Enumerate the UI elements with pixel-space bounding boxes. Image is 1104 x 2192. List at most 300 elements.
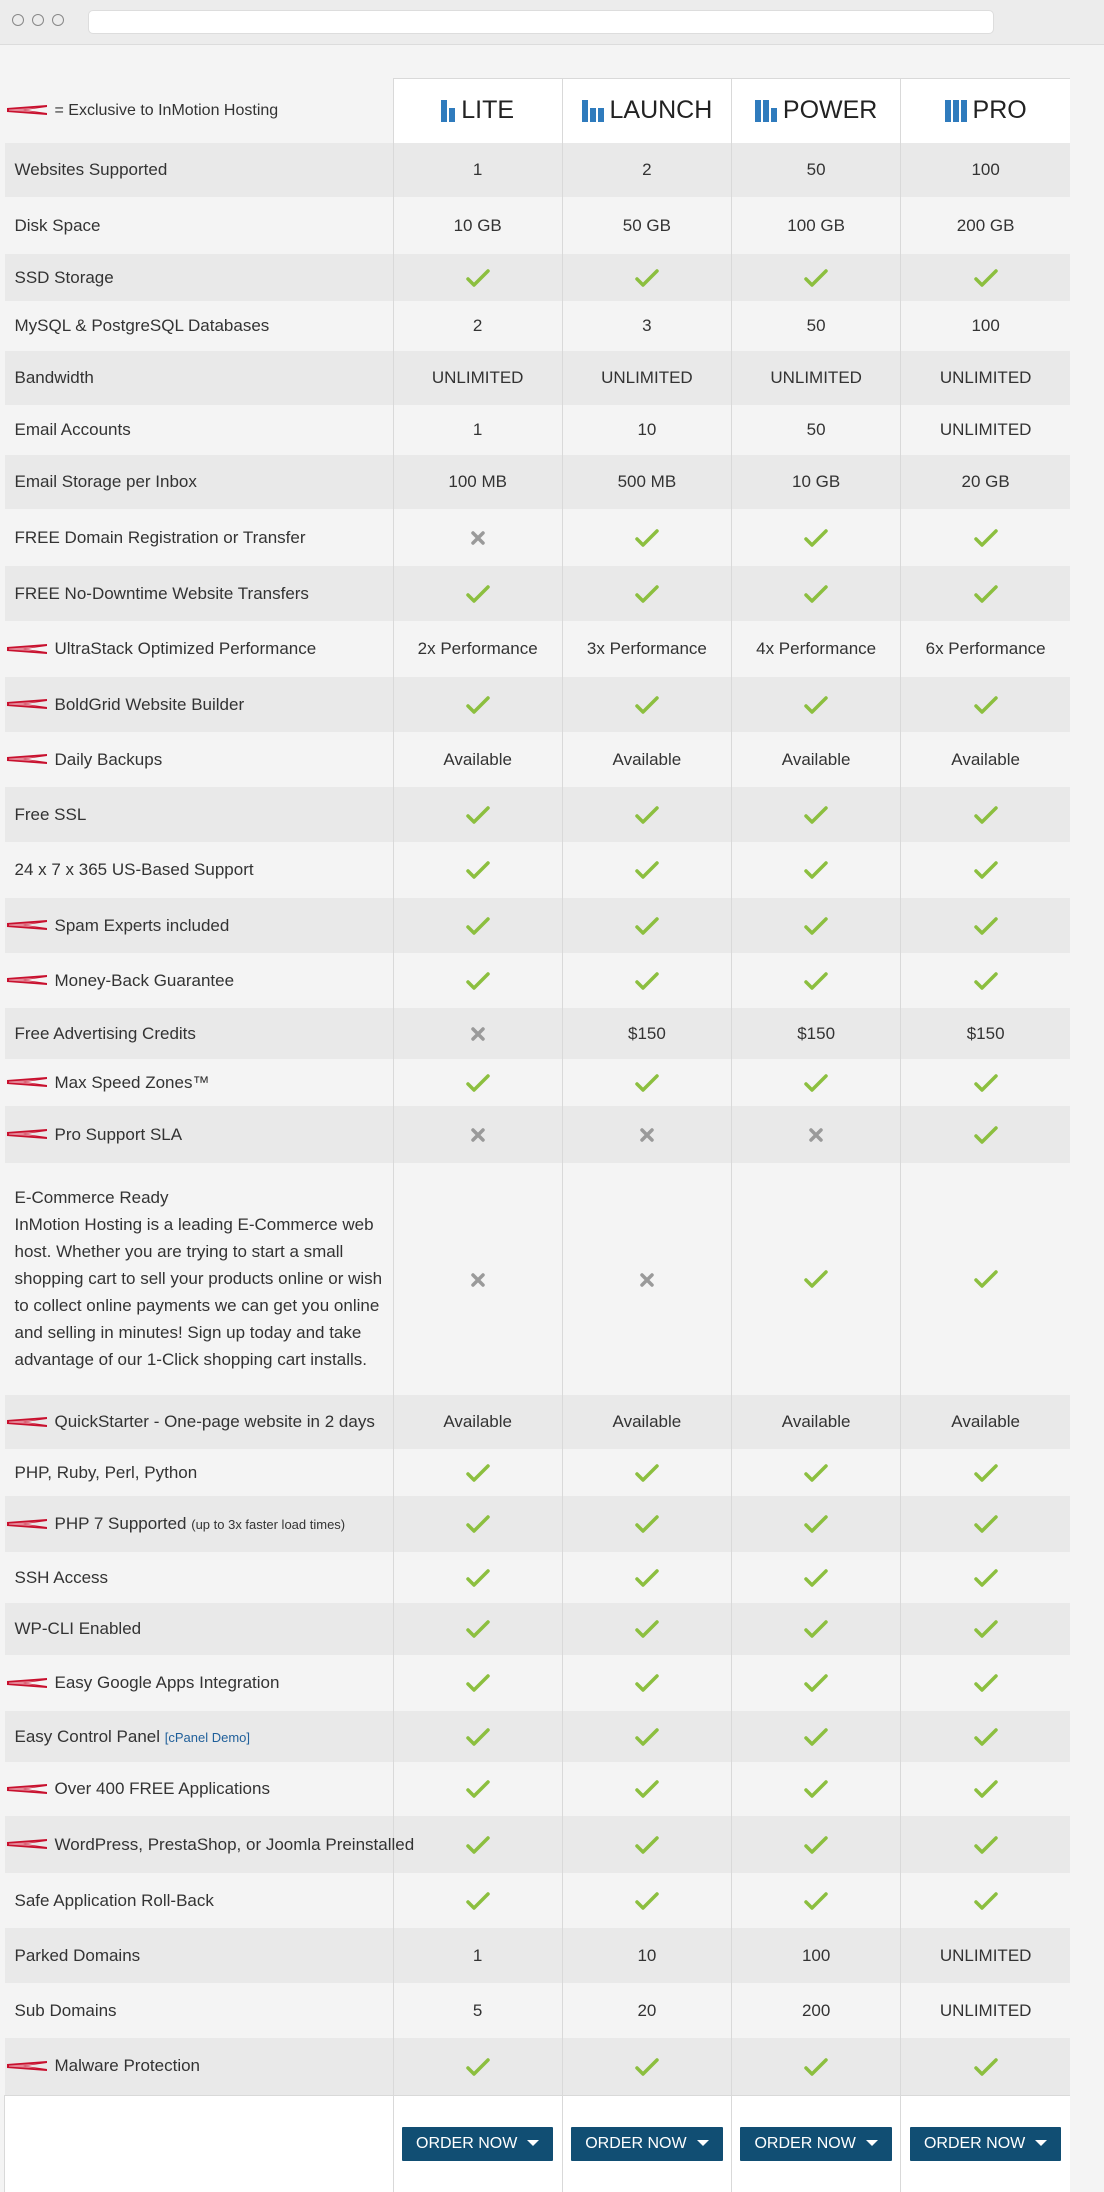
caret-down-icon xyxy=(1035,2140,1047,2146)
feature-value-launch xyxy=(562,566,731,621)
feature-value-lite xyxy=(393,732,562,787)
feature-value-text: 50 xyxy=(806,420,826,439)
check-icon xyxy=(804,695,828,715)
feature-label: Sub Domains xyxy=(14,2000,117,2020)
feature-value-lite xyxy=(393,1163,562,1395)
feature-value-text: UNLIMITED xyxy=(431,368,524,387)
plan-level-icon xyxy=(945,100,967,122)
check-icon xyxy=(466,1779,490,1799)
order-now-button-launch[interactable] xyxy=(571,2127,722,2161)
check-icon xyxy=(974,971,998,991)
feature-description-block xyxy=(15,1174,387,1385)
feature-value-lite xyxy=(393,787,562,842)
check-icon xyxy=(635,584,659,604)
feature-value-power xyxy=(732,732,901,787)
feature-label: Websites Supported xyxy=(14,160,168,179)
feature-value-text: 10 GB xyxy=(792,472,841,491)
feature-value-power xyxy=(732,1552,901,1603)
order-row-spacer xyxy=(5,2095,394,2192)
feature-value-pro xyxy=(901,1552,1070,1603)
feature-value-launch xyxy=(562,1106,731,1163)
feature-value-text: 50 xyxy=(806,160,826,179)
feature-value-text: 200 GB xyxy=(956,215,1015,235)
window-close-dot[interactable] xyxy=(12,14,24,26)
feature-value-power xyxy=(732,1655,901,1711)
feature-value-text: 50 xyxy=(806,316,826,335)
window-maximize-dot[interactable] xyxy=(52,14,64,26)
feature-value-text: 5 xyxy=(472,2000,483,2020)
check-icon xyxy=(804,2057,828,2077)
feature-value-power xyxy=(732,677,901,732)
check-icon xyxy=(635,695,659,715)
feature-value-lite xyxy=(393,1603,562,1655)
plan-level-icon xyxy=(441,100,455,122)
check-icon xyxy=(635,2057,659,2077)
feature-value-power xyxy=(732,1008,901,1059)
check-icon xyxy=(466,805,490,825)
feature-row xyxy=(5,1496,1071,1552)
feature-row xyxy=(5,1711,1071,1762)
feature-value-pro xyxy=(901,566,1070,621)
feature-value-pro xyxy=(901,953,1070,1008)
feature-label-cell xyxy=(5,351,394,405)
feature-value-lite xyxy=(393,1762,562,1816)
window-minimize-dot[interactable] xyxy=(32,14,44,26)
feature-row xyxy=(5,143,1071,197)
feature-value-pro xyxy=(901,405,1070,455)
table-header-row xyxy=(5,79,1071,144)
feature-label: Over 400 FREE Applications xyxy=(54,1779,270,1798)
cross-icon xyxy=(470,530,486,546)
check-icon xyxy=(635,971,659,991)
feature-value-lite xyxy=(393,2038,562,2095)
check-icon xyxy=(466,1727,490,1747)
feature-value-launch xyxy=(562,898,731,953)
check-icon xyxy=(974,1073,998,1093)
feature-label-cell xyxy=(5,1655,394,1711)
exclusive-flag-icon xyxy=(7,754,47,766)
feature-value-launch xyxy=(562,787,731,842)
check-icon xyxy=(974,695,998,715)
check-icon xyxy=(804,268,828,288)
feature-value-text: 6x Performance xyxy=(925,639,1046,658)
check-icon xyxy=(635,1891,659,1911)
feature-value-lite xyxy=(393,1449,562,1496)
feature-value-power xyxy=(732,1106,901,1163)
check-icon xyxy=(804,1514,828,1534)
feature-value-power xyxy=(732,197,901,254)
feature-label: Daily Backups xyxy=(54,749,163,769)
caret-down-icon xyxy=(527,2140,539,2146)
feature-value-text: Available xyxy=(443,749,512,769)
plan-level-icon xyxy=(755,100,777,122)
feature-value-launch xyxy=(562,1928,731,1983)
feature-value-pro xyxy=(901,1395,1070,1449)
check-icon xyxy=(804,805,828,825)
feature-label: PHP, Ruby, Perl, Python xyxy=(14,1462,198,1482)
feature-value-lite xyxy=(393,254,562,301)
feature-label-cell xyxy=(5,301,394,351)
feature-value-lite xyxy=(393,1711,562,1762)
plan-name xyxy=(755,96,877,125)
feature-value-power xyxy=(732,1449,901,1496)
order-now-label: ORDER NOW xyxy=(416,2134,518,2152)
feature-row xyxy=(5,455,1071,509)
order-row xyxy=(5,2095,1071,2192)
feature-label: Pro Support SLA xyxy=(54,1124,183,1144)
feature-row xyxy=(5,2038,1071,2095)
feature-value-text: Available xyxy=(612,1412,682,1431)
check-icon xyxy=(466,1073,490,1093)
feature-label: Free SSL xyxy=(14,804,87,824)
check-icon xyxy=(804,528,828,548)
feature-value-text: 20 xyxy=(637,2000,657,2020)
check-icon xyxy=(466,916,490,936)
feature-value-text: Available xyxy=(951,749,1020,769)
feature-label: Malware Protection xyxy=(54,2056,201,2076)
feature-row xyxy=(5,732,1071,787)
address-bar[interactable] xyxy=(88,10,994,34)
check-icon xyxy=(974,1568,998,1588)
feature-value-pro xyxy=(901,1163,1070,1395)
feature-label-cell xyxy=(5,1603,394,1655)
check-icon xyxy=(974,1125,998,1145)
check-icon xyxy=(974,1673,998,1693)
feature-value-launch xyxy=(562,1008,731,1059)
check-icon xyxy=(804,971,828,991)
feature-value-launch xyxy=(562,842,731,898)
feature-value-text: 2 xyxy=(472,316,483,335)
feature-value-text: 10 xyxy=(637,420,657,439)
feature-value-lite xyxy=(393,566,562,621)
check-icon xyxy=(804,1835,828,1855)
feature-label-cell xyxy=(5,1008,394,1059)
feature-value-power xyxy=(732,1163,901,1395)
check-icon xyxy=(804,1673,828,1693)
feature-label-cell xyxy=(5,1873,394,1928)
feature-value-text: UNLIMITED xyxy=(939,2000,1032,2020)
feature-value-power xyxy=(732,2038,901,2095)
feature-value-lite xyxy=(393,301,562,351)
feature-value-pro xyxy=(901,455,1070,509)
feature-label: SSH Access xyxy=(14,1567,109,1587)
exclusive-flag-icon xyxy=(7,1784,47,1796)
check-icon xyxy=(466,1568,490,1588)
feature-value-lite xyxy=(393,1983,562,2038)
feature-value-power xyxy=(732,787,901,842)
feature-label: Max Speed Zones™ xyxy=(54,1072,210,1092)
check-icon xyxy=(635,1514,659,1534)
browser-chrome xyxy=(0,0,1104,45)
feature-row xyxy=(5,566,1071,621)
check-icon xyxy=(804,1619,828,1639)
feature-value-text: 100 MB xyxy=(448,472,507,491)
feature-label-cell xyxy=(5,254,394,301)
feature-label-cell xyxy=(5,405,394,455)
feature-value-pro xyxy=(901,2038,1070,2095)
feature-value-launch xyxy=(562,1552,731,1603)
feature-value-pro xyxy=(901,1496,1070,1552)
feature-value-pro xyxy=(901,1983,1070,2038)
feature-value-lite xyxy=(393,1816,562,1873)
feature-value-text: 500 MB xyxy=(617,472,677,491)
feature-value-text: UNLIMITED xyxy=(939,368,1032,387)
check-icon xyxy=(635,1727,659,1747)
cross-icon xyxy=(808,1127,824,1143)
feature-value-pro xyxy=(901,1603,1070,1655)
feature-value-launch xyxy=(562,1395,731,1449)
feature-label-cell xyxy=(5,842,394,898)
cross-icon xyxy=(470,1127,486,1143)
feature-value-text: 10 xyxy=(637,1945,657,1965)
feature-value-lite xyxy=(393,1496,562,1552)
check-icon xyxy=(974,584,998,604)
exclusive-flag-icon xyxy=(7,1417,47,1429)
feature-value-launch xyxy=(562,1603,731,1655)
feature-value-pro xyxy=(901,732,1070,787)
feature-value-power xyxy=(732,1873,901,1928)
feature-row xyxy=(5,1449,1071,1496)
feature-value-power xyxy=(732,254,901,301)
feature-label-cell xyxy=(5,953,394,1008)
check-icon xyxy=(466,695,490,715)
plan-level-icon xyxy=(582,100,604,122)
feature-value-pro xyxy=(901,1059,1070,1106)
feature-value-text: 1 xyxy=(472,1945,483,1965)
feature-value-pro xyxy=(901,1106,1070,1163)
feature-label: Free Advertising Credits xyxy=(14,1023,196,1043)
feature-row xyxy=(5,197,1071,254)
order-now-button-power[interactable] xyxy=(740,2127,891,2161)
feature-label: Parked Domains xyxy=(14,1945,141,1965)
feature-value-pro xyxy=(901,1655,1070,1711)
check-icon xyxy=(974,268,998,288)
feature-label-cell xyxy=(5,143,394,197)
feature-value-text: 20 GB xyxy=(961,472,1010,491)
feature-value-lite xyxy=(393,1059,562,1106)
plan-name xyxy=(582,96,713,125)
caret-down-icon xyxy=(866,2140,878,2146)
check-icon xyxy=(635,1463,659,1483)
feature-label-cell xyxy=(5,566,394,621)
feature-value-power xyxy=(732,566,901,621)
check-icon xyxy=(974,916,998,936)
feature-label: Easy Control Panel xyxy=(14,1726,161,1746)
feature-label-cell xyxy=(5,455,394,509)
feature-label: FREE Domain Registration or Transfer xyxy=(14,527,306,547)
check-icon xyxy=(466,1673,490,1693)
feature-label-cell xyxy=(5,1928,394,1983)
feature-value-lite xyxy=(393,1655,562,1711)
feature-value-pro xyxy=(901,621,1070,677)
feature-label: Spam Experts included xyxy=(54,915,230,935)
feature-label: Easy Google Apps Integration xyxy=(54,1673,280,1692)
feature-value-pro xyxy=(901,254,1070,301)
feature-value-text: 2 xyxy=(642,160,652,179)
feature-row xyxy=(5,1655,1071,1711)
feature-value-pro xyxy=(901,509,1070,566)
feature-value-lite xyxy=(393,197,562,254)
feature-label-cell xyxy=(5,1983,394,2038)
check-icon xyxy=(466,971,490,991)
feature-row xyxy=(5,1762,1071,1816)
check-icon xyxy=(635,268,659,288)
feature-value-text: 1 xyxy=(472,420,483,439)
plan-header-power xyxy=(732,79,901,144)
check-icon xyxy=(974,1779,998,1799)
check-icon xyxy=(804,916,828,936)
check-icon xyxy=(974,805,998,825)
order-now-button-pro[interactable] xyxy=(910,2127,1061,2161)
feature-value-pro xyxy=(901,1816,1070,1873)
check-icon xyxy=(974,1514,998,1534)
feature-label: QuickStarter - One-page website in 2 days xyxy=(54,1412,375,1431)
feature-label: MySQL & PostgreSQL Databases xyxy=(14,316,270,335)
feature-value-lite xyxy=(393,455,562,509)
check-icon xyxy=(974,528,998,548)
feature-value-power xyxy=(732,1711,901,1762)
feature-value-pro xyxy=(901,351,1070,405)
feature-row xyxy=(5,898,1071,953)
order-now-label: ORDER NOW xyxy=(585,2134,687,2152)
feature-value-pro xyxy=(901,1449,1070,1496)
feature-value-lite xyxy=(393,1106,562,1163)
feature-value-text: UNLIMITED xyxy=(770,368,862,387)
feature-row xyxy=(5,1816,1071,1873)
feature-value-lite xyxy=(393,898,562,953)
plan-name-text: POWER xyxy=(782,95,878,124)
feature-value-pro xyxy=(901,898,1070,953)
feature-row xyxy=(5,1106,1071,1163)
check-icon xyxy=(466,1514,490,1534)
feature-label-cell xyxy=(5,898,394,953)
feature-value-power xyxy=(732,1059,901,1106)
feature-row xyxy=(5,1603,1071,1655)
feature-value-power xyxy=(732,1928,901,1983)
feature-value-lite xyxy=(393,842,562,898)
feature-label-cell xyxy=(5,1106,394,1163)
feature-value-text: 200 xyxy=(801,2000,831,2020)
feature-label-cell xyxy=(5,2038,394,2095)
feature-value-power xyxy=(732,953,901,1008)
feature-value-lite xyxy=(393,1552,562,1603)
feature-row xyxy=(5,1008,1071,1059)
feature-value-launch xyxy=(562,143,731,197)
check-icon xyxy=(804,1463,828,1483)
feature-value-launch xyxy=(562,1873,731,1928)
exclusive-flag-icon xyxy=(7,920,47,932)
check-icon xyxy=(804,1891,828,1911)
check-icon xyxy=(974,2057,998,2077)
feature-row xyxy=(5,1059,1071,1106)
exclusive-flag-icon xyxy=(7,105,47,117)
check-icon xyxy=(635,1835,659,1855)
feature-label: Email Storage per Inbox xyxy=(14,472,197,491)
check-icon xyxy=(974,1619,998,1639)
feature-value-power xyxy=(732,301,901,351)
exclusive-flag-icon xyxy=(7,2061,47,2073)
feature-row xyxy=(5,509,1071,566)
feature-value-text: Available xyxy=(612,749,682,769)
feature-row xyxy=(5,1983,1071,2038)
feature-value-pro xyxy=(901,301,1070,351)
feature-label: Safe Application Roll-Back xyxy=(14,1890,214,1910)
feature-label-cell xyxy=(5,1711,394,1762)
feature-row xyxy=(5,787,1071,842)
feature-value-text: 100 xyxy=(971,160,1000,179)
feature-value-text: 1 xyxy=(472,160,483,179)
check-icon xyxy=(635,1673,659,1693)
check-icon xyxy=(974,1835,998,1855)
feature-row xyxy=(5,1163,1071,1395)
feature-value-text: 10 GB xyxy=(453,215,502,235)
feature-value-power xyxy=(732,1496,901,1552)
feature-row xyxy=(5,1873,1071,1928)
plan-name-text: LITE xyxy=(461,95,515,124)
plan-name-text: PRO xyxy=(972,95,1027,124)
cross-icon xyxy=(470,1026,486,1042)
feature-value-power xyxy=(732,405,901,455)
exclusive-flag-icon xyxy=(7,1678,47,1690)
feature-value-pro xyxy=(901,1762,1070,1816)
check-icon xyxy=(974,860,998,880)
feature-label: Email Accounts xyxy=(14,420,131,439)
feature-value-pro xyxy=(901,1873,1070,1928)
feature-value-lite xyxy=(393,509,562,566)
check-icon xyxy=(974,1891,998,1911)
order-cell-pro xyxy=(901,2095,1070,2192)
feature-label: Money-Back Guarantee xyxy=(54,970,235,990)
feature-value-launch xyxy=(562,455,731,509)
feature-label-cell xyxy=(5,509,394,566)
feature-value-pro xyxy=(901,1928,1070,1983)
plan-header-lite xyxy=(393,79,562,144)
feature-label: BoldGrid Website Builder xyxy=(54,694,245,714)
feature-value-lite xyxy=(393,143,562,197)
feature-label: PHP 7 Supported xyxy=(54,1514,187,1533)
plan-name xyxy=(945,96,1027,125)
feature-value-text: Available xyxy=(443,1412,512,1431)
feature-row xyxy=(5,621,1071,677)
feature-label-cell xyxy=(5,677,394,732)
feature-row xyxy=(5,254,1071,301)
order-cell-lite xyxy=(393,2095,562,2192)
exclusive-flag-icon xyxy=(7,1129,47,1141)
order-now-button-lite[interactable] xyxy=(402,2127,553,2161)
check-icon xyxy=(974,1727,998,1747)
feature-label-cell xyxy=(5,621,394,677)
feature-value-launch xyxy=(562,1816,731,1873)
check-icon xyxy=(635,528,659,548)
legend-cell xyxy=(5,79,394,144)
feature-value-power xyxy=(732,842,901,898)
feature-label-cell xyxy=(5,1059,394,1106)
feature-value-launch xyxy=(562,197,731,254)
feature-label: Disk Space xyxy=(14,215,101,235)
feature-value-launch xyxy=(562,1163,731,1395)
feature-label-cell xyxy=(5,787,394,842)
feature-label-cell xyxy=(5,1762,394,1816)
feature-value-text: UNLIMITED xyxy=(601,368,693,387)
feature-value-pro xyxy=(901,842,1070,898)
exclusive-flag-icon xyxy=(7,975,47,987)
check-icon xyxy=(466,2057,490,2077)
feature-label-cell xyxy=(5,197,394,254)
feature-value-lite xyxy=(393,1395,562,1449)
cpanel-demo-link[interactable]: [cPanel Demo] xyxy=(164,1729,251,1745)
feature-label: UltraStack Optimized Performance xyxy=(54,639,317,658)
feature-value-power xyxy=(732,1395,901,1449)
